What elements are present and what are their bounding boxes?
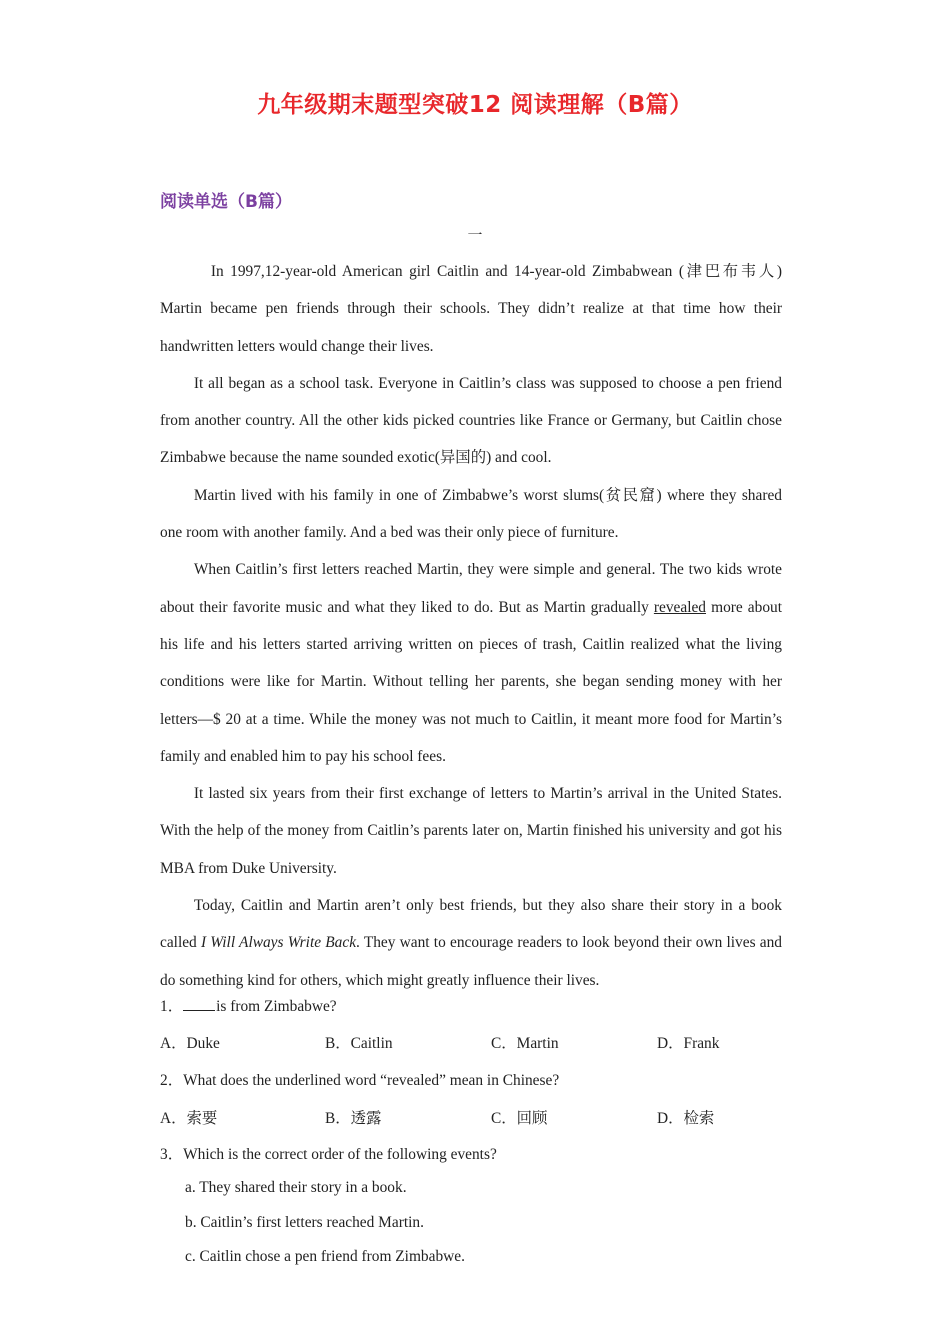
- q3-item-a: a. They shared their story in a book.: [185, 1179, 407, 1196]
- paragraph-5: It lasted six years from their first exchange of letters to Martin’s arrival in the United States. With the help of the money from Caitlin’s parents later on, Martin finished his university and got his MBA from Duke University.: [160, 785, 782, 877]
- paragraph-6-text-a: Today, Caitlin and Martin aren’t only best friends, but they also share their story in a book called: [160, 897, 782, 952]
- q1-option-a: A．Duke: [160, 1035, 220, 1052]
- q1-option-b: B．Caitlin: [325, 1035, 393, 1052]
- paragraph-4-text-a: When Caitlin’s first letters reached Martin, they were simple and general. The two kids wrote about their favorite music and what they liked to do. But as Martin gradually: [160, 561, 782, 616]
- paragraph-4: [160, 551, 782, 775]
- q2-option-c: C．回顾: [491, 1110, 548, 1127]
- q1-option-c: C．Martin: [491, 1035, 559, 1052]
- q2-option-b: B．透露: [325, 1110, 382, 1127]
- question-number: 1．: [160, 998, 184, 1015]
- passage-number: 一: [467, 228, 483, 244]
- answer-blank: [183, 996, 215, 1011]
- document-title: 九年级期末题型突破12 阅读理解（B篇）: [257, 92, 693, 118]
- question-text: Which is the correct order of the following events?: [183, 1146, 497, 1163]
- question-3: [160, 1142, 497, 1164]
- paragraph-3: Martin lived with his family in one of Zimbabwe’s worst slums(贫民窟) where they shared one room with another family. And a bed was their only piece of furniture.: [160, 486, 782, 542]
- book-title: I Will Always Write Back: [200, 934, 357, 952]
- q2-option-a: A．索要: [160, 1110, 218, 1127]
- paragraph-4-text-b: more about his life and his letters started arriving written on pieces of trash, Caitlin realized what the living conditions were like for Martin. Without telling her parents, she began sending money with her letters—$ 20 at a time. While the money was not much to Caitlin, it meant more food for Martin’s family and enabled him to pay his school fees.: [160, 598, 782, 765]
- question-text: What does the underlined word “revealed” mean in Chinese?: [183, 1072, 560, 1089]
- question-2: [160, 1068, 559, 1090]
- section-heading: 阅读单选（B篇）: [160, 192, 292, 212]
- q3-item-c: c. Caitlin chose a pen friend from Zimbabwe.: [185, 1248, 465, 1265]
- paragraph-6: [160, 887, 782, 999]
- question-number: 3．: [160, 1146, 184, 1163]
- question-text: is from Zimbabwe?: [216, 998, 337, 1015]
- paragraph-6-text-b: . They want to encourage readers to look beyond their own lives and do something kind for others, which might greatly influence their lives.: [160, 934, 782, 989]
- reading-passage: [160, 253, 782, 999]
- q1-option-d: D．Frank: [657, 1035, 720, 1052]
- q2-option-d: D．检索: [657, 1110, 715, 1127]
- underlined-word: revealed: [653, 598, 707, 616]
- paragraph-1: In 1997,12-year-old American girl Caitlin and 14-year-old Zimbabwean (津巴布韦人) Martin became pen friends through their schools. They didn’t realize at that time how their handwritten letters would change their lives.: [160, 263, 782, 355]
- q3-item-b: b. Caitlin’s first letters reached Martin.: [185, 1214, 424, 1231]
- paragraph-2: It all began as a school task. Everyone in Caitlin’s class was supposed to choose a pen friend from another country. All the other kids picked countries like France or Germany, but Caitlin chose Zimbabwe because the name sounded exotic(异国的) and cool.: [160, 374, 782, 467]
- question-number: 2．: [160, 1072, 184, 1089]
- question-1: [160, 994, 337, 1016]
